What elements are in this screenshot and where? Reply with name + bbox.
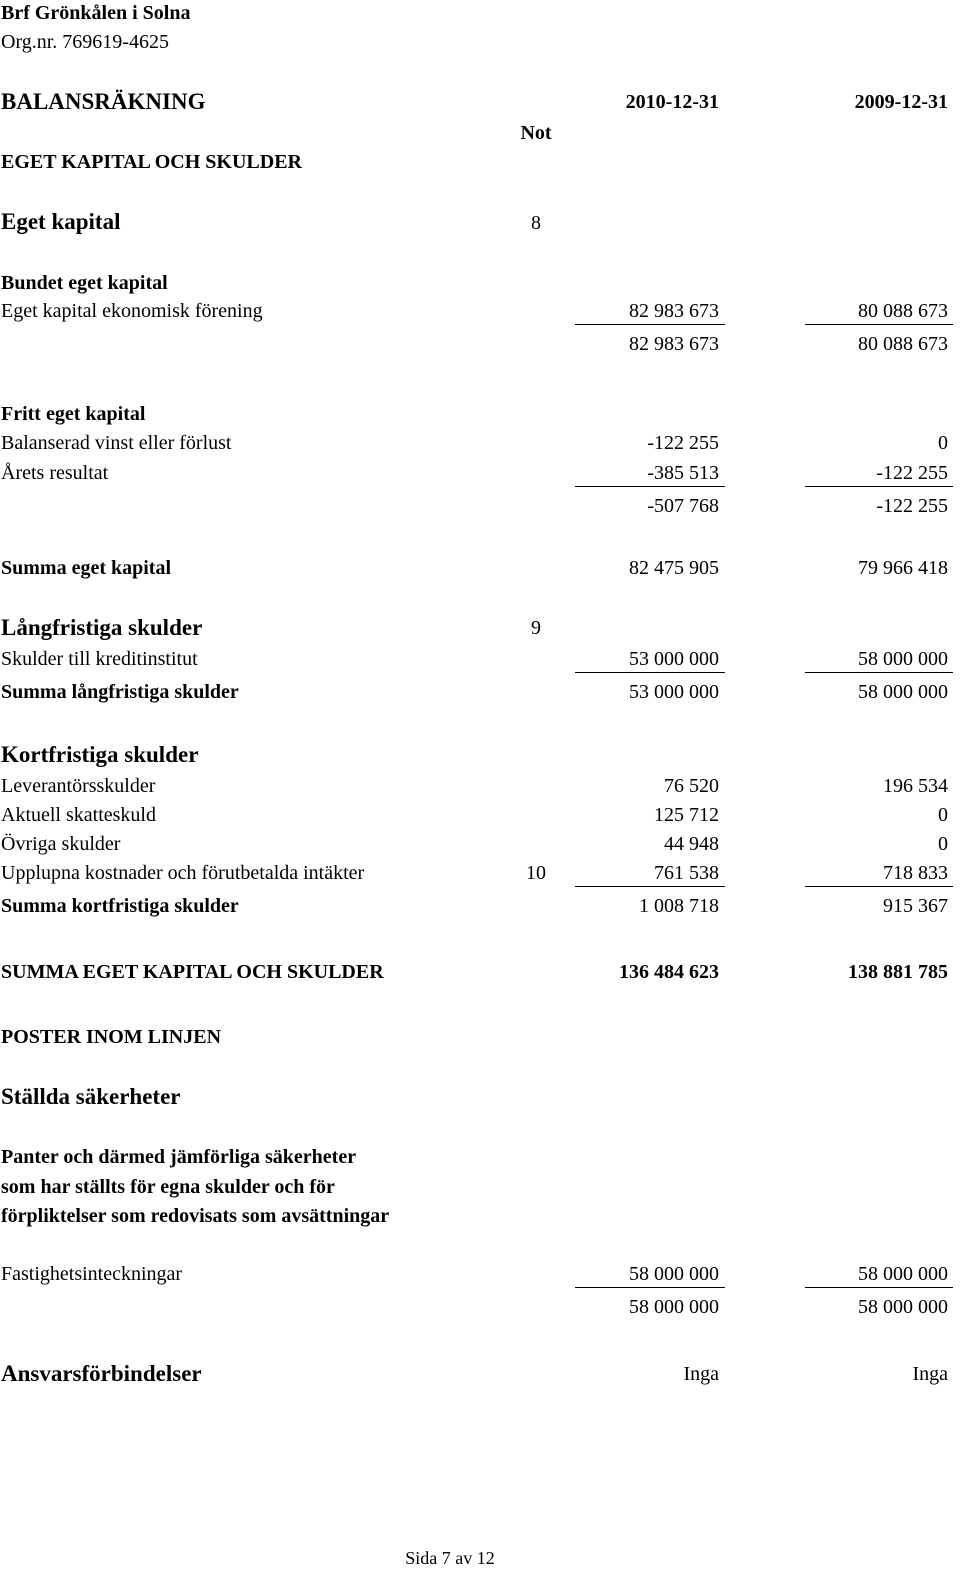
subtotal-rule (805, 886, 953, 887)
row-value-2010: 76 520 (664, 775, 719, 797)
subtotal-rule (805, 672, 953, 673)
bundet-eget-kapital-heading: Bundet eget kapital (1, 272, 168, 294)
ansvarsforbindelser-heading: Ansvarsförbindelser (1, 1361, 202, 1386)
row-label: Eget kapital ekonomisk förening (1, 300, 263, 322)
row-label: Upplupna kostnader och förutbetalda intäkter (1, 862, 365, 884)
section-subtitle: EGET KAPITAL OCH SKULDER (1, 151, 302, 173)
subtotal-rule (805, 324, 953, 325)
column-header-2010: 2010-12-31 (625, 91, 719, 113)
row-value-2010: 58 000 000 (629, 1263, 719, 1285)
fritt-eget-kapital-heading: Fritt eget kapital (1, 403, 146, 425)
summa-langfristiga-2009: 58 000 000 (858, 681, 948, 703)
row-value-2009: 80 088 673 (858, 300, 948, 322)
page-title: BALANSRÄKNING (1, 89, 206, 114)
row-label: Balanserad vinst eller förlust (1, 432, 232, 454)
organization-name: Brf Grönkålen i Solna (1, 2, 191, 24)
subtotal-rule (805, 486, 953, 487)
summa-eget-kapital-2009: 79 966 418 (858, 557, 948, 579)
row-value-2009: -122 255 (876, 462, 948, 484)
row-value-2010: 761 538 (654, 862, 719, 884)
subtotal-value-2009: 80 088 673 (858, 333, 948, 355)
subtotal-rule (575, 886, 725, 887)
poster-inom-linjen-heading: POSTER INOM LINJEN (1, 1026, 222, 1048)
langfristiga-skulder-note: 9 (531, 617, 541, 639)
row-value-2010: 44 948 (664, 833, 719, 855)
row-label: Övriga skulder (1, 833, 121, 855)
eget-kapital-note: 8 (531, 212, 541, 234)
organization-number: Org.nr. 769619-4625 (1, 31, 169, 53)
row-value-2009: 0 (938, 833, 948, 855)
row-value-2009: 0 (938, 804, 948, 826)
row-label: Skulder till kreditinstitut (1, 648, 198, 670)
summa-langfristiga-label: Summa långfristiga skulder (1, 681, 239, 703)
row-note: 10 (526, 862, 546, 884)
page-number: Sida 7 av 12 (405, 1548, 495, 1568)
subtotal-value-2009: 58 000 000 (858, 1296, 948, 1318)
row-value-2010: -385 513 (647, 462, 719, 484)
subtotal-value-2010: 82 983 673 (629, 333, 719, 355)
summa-kortfristiga-2009: 915 367 (883, 895, 948, 917)
subtotal-value-2009: -122 255 (876, 495, 948, 517)
langfristiga-skulder-heading: Långfristiga skulder (1, 615, 203, 640)
row-value-2009: 196 534 (883, 775, 948, 797)
subtotal-rule (805, 1287, 953, 1288)
eget-kapital-heading: Eget kapital (1, 209, 121, 234)
description-line: som har ställts för egna skulder och för (1, 1176, 335, 1198)
subtotal-rule (575, 486, 725, 487)
subtotal-rule (575, 672, 725, 673)
description-line: Panter och därmed jämförliga säkerheter (1, 1146, 357, 1168)
row-label: Fastighetsinteckningar (1, 1263, 183, 1285)
row-value-2009: 0 (938, 432, 948, 454)
subtotal-value-2010: -507 768 (647, 495, 719, 517)
grand-total-2009: 138 881 785 (848, 961, 948, 983)
column-header-2009: 2009-12-31 (854, 91, 948, 113)
ansvarsforbindelser-2010: Inga (683, 1363, 719, 1385)
ansvarsforbindelser-2009: Inga (912, 1363, 948, 1385)
subtotal-rule (575, 1287, 725, 1288)
summa-eget-kapital-label: Summa eget kapital (1, 557, 171, 579)
column-header-note: Not (520, 122, 552, 144)
row-label: Årets resultat (1, 462, 109, 484)
summa-langfristiga-2010: 53 000 000 (629, 681, 719, 703)
kortfristiga-skulder-heading: Kortfristiga skulder (1, 742, 199, 767)
row-value-2010: 53 000 000 (629, 648, 719, 670)
summa-eget-kapital-2010: 82 475 905 (629, 557, 719, 579)
row-label: Aktuell skatteskuld (1, 804, 156, 826)
row-label: Leverantörsskulder (1, 775, 156, 797)
row-value-2009: 58 000 000 (858, 1263, 948, 1285)
row-value-2009: 58 000 000 (858, 648, 948, 670)
grand-total-label: SUMMA EGET KAPITAL OCH SKULDER (1, 961, 384, 983)
row-value-2010: 82 983 673 (629, 300, 719, 322)
row-value-2010: -122 255 (647, 432, 719, 454)
description-line: förpliktelser som redovisats som avsättningar (1, 1205, 390, 1227)
summa-kortfristiga-2010: 1 008 718 (639, 895, 719, 917)
subtotal-value-2010: 58 000 000 (629, 1296, 719, 1318)
summa-kortfristiga-label: Summa kortfristiga skulder (1, 895, 239, 917)
row-value-2010: 125 712 (654, 804, 719, 826)
subtotal-rule (575, 324, 725, 325)
row-value-2009: 718 833 (883, 862, 948, 884)
grand-total-2010: 136 484 623 (619, 961, 719, 983)
stallda-sakerheter-heading: Ställda säkerheter (1, 1084, 181, 1109)
